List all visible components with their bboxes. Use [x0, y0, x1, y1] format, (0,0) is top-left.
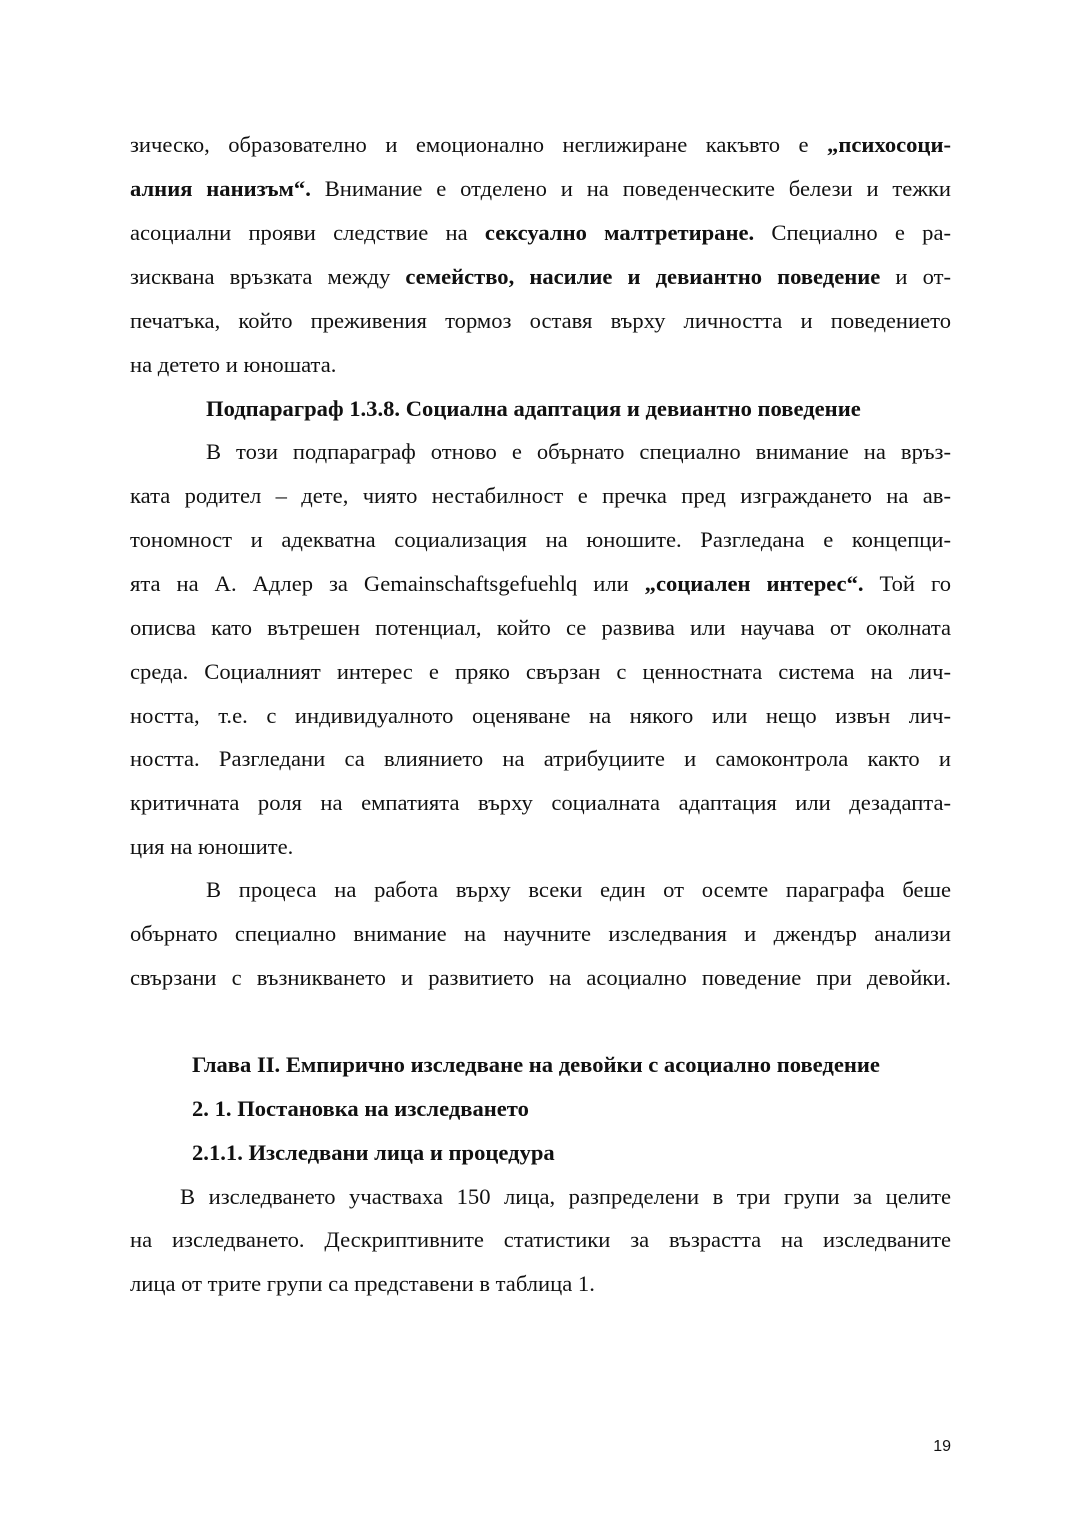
text-line: на детето и юношата.	[130, 352, 337, 377]
text-line: зисквана връзката между семейство, насилие и девиантно поведение и от-	[130, 264, 951, 289]
text-line: печатъка, който преживения тормоз оставя върху личността и поведението	[130, 308, 951, 333]
page-number: 19	[933, 1438, 951, 1455]
text-line: асоциални прояви следствие на сексуално малтретиране. Специално е ра-	[130, 220, 951, 245]
text-line: тономност и адекватна социализация на юношите. Разгледана е концепци-	[130, 527, 951, 552]
text-line: ята на А. Адлер за Gemainschaftsgefuehlq или „социален интерес“. Той го	[130, 571, 952, 596]
text-line: свързани с възникването и развитието на асоциално поведение при девойки.	[130, 965, 951, 990]
text-line: В този подпараграф отново е обърнато специално внимание на връз-	[206, 439, 951, 464]
text-line: ността, т.е. с индивидуалното оценяване на някого или нещо извън лич-	[130, 703, 951, 728]
text-line: ция на юношите.	[130, 834, 294, 859]
text-line: критичната роля на емпатията върху социалната адаптация или дезадапта-	[130, 790, 951, 815]
chapter-2-heading: Глава II. Емпирично изследване на девойки с асоциално поведение	[192, 1052, 880, 1077]
text-line: алния нанизъм“. Внимание е отделено и на поведенческите белези и тежки	[130, 176, 951, 201]
subheading-1-3-8: Подпараграф 1.3.8. Социална адаптация и девиантно поведение	[206, 396, 861, 421]
text-line: описва като вътрешен потенциал, който се развива или научава от околната	[130, 615, 951, 640]
text-line: лица от трите групи са представени в таблица 1.	[130, 1271, 595, 1296]
text-line: ността. Разгледани са влиянието на атрибуциите и самоконтрола както и	[130, 746, 951, 771]
section-2-1-1-heading: 2.1.1. Изследвани лица и процедура	[192, 1140, 555, 1165]
text-line: зическо, образователно и емоционално неглижиране какъвто е „психосоци-	[130, 132, 951, 157]
text-line: обърнато специално внимание на научните изследвания и джендър анализи	[130, 921, 951, 946]
section-2-1-heading: 2. 1. Постановка на изследването	[192, 1096, 529, 1121]
text-line: В изследването участваха 150 лица, разпределени в три групи за целите	[180, 1184, 951, 1209]
text-line: В процеса на работа върху всеки един от осемте параграфа беше	[206, 877, 951, 902]
text-line: среда. Социалният интерес е пряко свързан с ценностната система на лич-	[130, 659, 951, 684]
text-line: ката родител – дете, чиято нестабилност е пречка пред изграждането на ав-	[130, 483, 951, 508]
text-line: на изследването. Дескриптивните статистики за възрастта на изследваните	[130, 1227, 951, 1252]
